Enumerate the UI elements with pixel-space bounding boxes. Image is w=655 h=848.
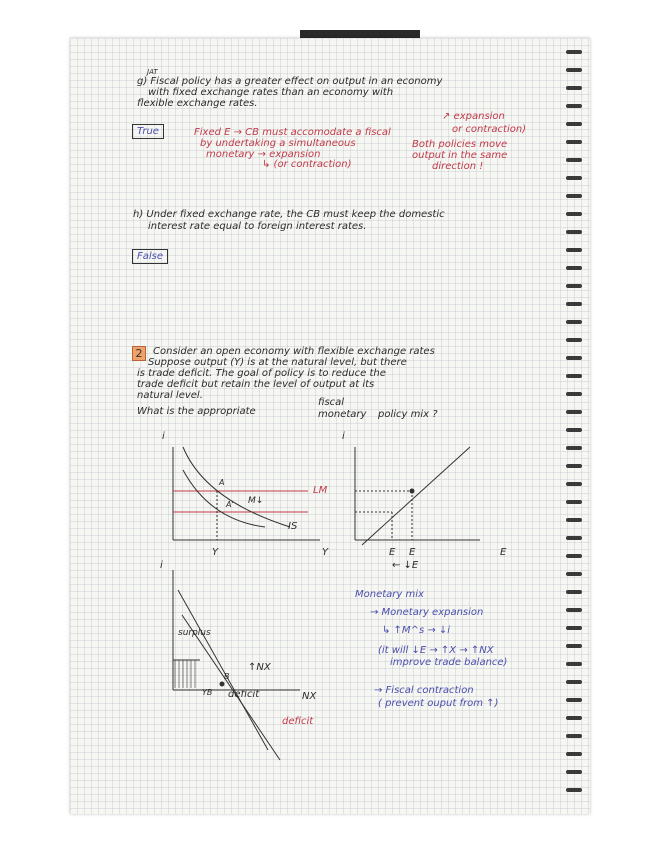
question-2-monetary: monetary bbox=[318, 409, 367, 420]
question-g-both2: output in the same bbox=[412, 150, 508, 161]
graph2-point bbox=[410, 489, 414, 493]
question-2-line1: Consider an open economy with flexible exchange rates bbox=[153, 346, 435, 357]
graph1-ystar-label: Y bbox=[212, 547, 219, 558]
mix-line5: → Fiscal contraction bbox=[374, 685, 474, 696]
graph1-point-a2: A' bbox=[226, 500, 234, 509]
spiral-ring bbox=[566, 266, 582, 270]
question-g-side1: ↗ expansion bbox=[442, 111, 505, 122]
mix-title: Monetary mix bbox=[355, 589, 424, 600]
spiral-ring bbox=[566, 338, 582, 342]
graph1-lm-label: LM bbox=[313, 485, 328, 496]
graph2-y-label: i bbox=[342, 431, 345, 442]
spiral-ring bbox=[566, 104, 582, 108]
graph-interest-parity bbox=[355, 447, 480, 545]
spiral-ring bbox=[566, 752, 582, 756]
spiral-ring bbox=[566, 320, 582, 324]
spiral-ring bbox=[566, 662, 582, 666]
spiral-ring bbox=[566, 680, 582, 684]
graph1-shift-label: M↓ bbox=[248, 496, 264, 506]
question-g-explain2: by undertaking a simultaneous bbox=[200, 138, 356, 149]
spiral-ring bbox=[566, 356, 582, 360]
graph1-point-a: A bbox=[219, 478, 225, 487]
spiral-ring bbox=[566, 698, 582, 702]
question-g-answer-box: True bbox=[132, 124, 164, 139]
question-g-explain3: monetary → expansion bbox=[206, 149, 321, 160]
spiral-ring bbox=[566, 770, 582, 774]
question-h-answer-box: False bbox=[132, 249, 168, 264]
spiral-ring bbox=[566, 572, 582, 576]
spiral-ring bbox=[566, 734, 582, 738]
spiral-ring bbox=[566, 788, 582, 792]
graph-nx bbox=[173, 570, 300, 760]
spiral-ring bbox=[566, 248, 582, 252]
question-h-line1: h) Under fixed exchange rate, the CB must keep the domestic bbox=[133, 209, 445, 220]
spiral-ring bbox=[566, 302, 582, 306]
question-g-explain1: Fixed E → CB must accomodate a fiscal bbox=[194, 127, 391, 138]
question-2-line4: trade deficit but retain the level of output at its bbox=[137, 379, 375, 390]
spiral-ring bbox=[566, 644, 582, 648]
mix-line2: ↳ ↑M^s → ↓i bbox=[382, 625, 451, 636]
question-g-side2: or contraction) bbox=[452, 124, 527, 135]
spiral-ring bbox=[566, 500, 582, 504]
question-g-marker: JAT bbox=[147, 68, 158, 76]
spiral-ring bbox=[566, 608, 582, 612]
spiral-ring bbox=[566, 68, 582, 72]
question-2-line6: What is the appropriate bbox=[137, 406, 256, 417]
spiral-ring bbox=[566, 176, 582, 180]
question-2-fiscal: fiscal bbox=[318, 397, 345, 408]
graph3-surplus-label: surplus bbox=[178, 628, 211, 638]
mix-line3: (it will ↓E → ↑X → ↑NX bbox=[378, 645, 494, 656]
graph3-red-deficit-label: deficit bbox=[282, 716, 314, 727]
question-2-number: 2 bbox=[132, 346, 146, 361]
graph3-nx-label: NX bbox=[302, 691, 317, 702]
question-g-line1: g) Fiscal policy has a greater effect on output in an economy bbox=[137, 76, 443, 87]
graph3-deficit-label: deficit bbox=[228, 689, 260, 700]
graph1-is-label: IS bbox=[288, 521, 298, 532]
question-h-line2: interest rate equal to foreign interest rates. bbox=[148, 221, 367, 232]
spiral-ring bbox=[566, 626, 582, 630]
graph3-up-nx-label: ↑NX bbox=[248, 662, 271, 673]
spiral-ring bbox=[566, 50, 582, 54]
spiral-ring bbox=[566, 374, 582, 378]
spiral-ring bbox=[566, 230, 582, 234]
question-g-both3: direction ! bbox=[432, 161, 484, 172]
spiral-ring bbox=[566, 284, 582, 288]
spiral-ring bbox=[566, 590, 582, 594]
spiral-ring bbox=[566, 86, 582, 90]
spiral-ring bbox=[566, 446, 582, 450]
spiral-ring bbox=[566, 392, 582, 396]
graph2-e2-label: E bbox=[409, 547, 416, 558]
question-g-line2: with fixed exchange rates than an economy with bbox=[148, 87, 394, 98]
spiral-ring bbox=[566, 410, 582, 414]
spiral-ring bbox=[566, 158, 582, 162]
question-g-explain4: ↳ (or contraction) bbox=[262, 159, 352, 170]
spiral-ring bbox=[566, 716, 582, 720]
question-g-both1: Both policies move bbox=[412, 139, 508, 150]
spiral-ring bbox=[566, 482, 582, 486]
spiral-ring bbox=[566, 428, 582, 432]
spiral-ring bbox=[566, 140, 582, 144]
graph2-x-label: E bbox=[500, 547, 507, 558]
is-curve bbox=[183, 447, 290, 527]
interest-parity-line bbox=[362, 447, 470, 545]
question-2-line3: is trade deficit. The goal of policy is to reduce the bbox=[137, 368, 386, 379]
mix-line6: ( prevent ouput from ↑) bbox=[378, 698, 499, 709]
spiral-ring bbox=[566, 518, 582, 522]
question-2-line5: natural level. bbox=[137, 390, 203, 401]
graph-is-lm bbox=[173, 447, 320, 540]
spiral-ring bbox=[566, 464, 582, 468]
graph1-x-label: Y bbox=[322, 547, 329, 558]
spiral-binding bbox=[566, 50, 582, 792]
graph1-y-label: i bbox=[162, 431, 165, 442]
graph2-arrow-label: ← ↓E bbox=[392, 560, 419, 571]
graph3-y-label: i bbox=[160, 560, 163, 571]
spiral-ring bbox=[566, 122, 582, 126]
question-2-line2: Suppose output (Y) is at the natural level, but there bbox=[148, 357, 407, 368]
spiral-ring bbox=[566, 194, 582, 198]
graph2-e1-label: E bbox=[389, 547, 396, 558]
graph3-yb-label: YB bbox=[202, 688, 213, 697]
graph3-b-label: B bbox=[224, 672, 230, 681]
spiral-ring bbox=[566, 554, 582, 558]
spiral-ring bbox=[566, 536, 582, 540]
graph3-point-b bbox=[220, 682, 224, 686]
graph3-hatch bbox=[175, 660, 195, 688]
spiral-ring bbox=[566, 212, 582, 216]
mix-line1: → Monetary expansion bbox=[370, 607, 484, 618]
mix-line4: improve trade balance) bbox=[390, 657, 508, 668]
question-2-line6b: policy mix ? bbox=[378, 409, 438, 420]
question-g-line3: flexible exchange rates. bbox=[137, 98, 258, 109]
